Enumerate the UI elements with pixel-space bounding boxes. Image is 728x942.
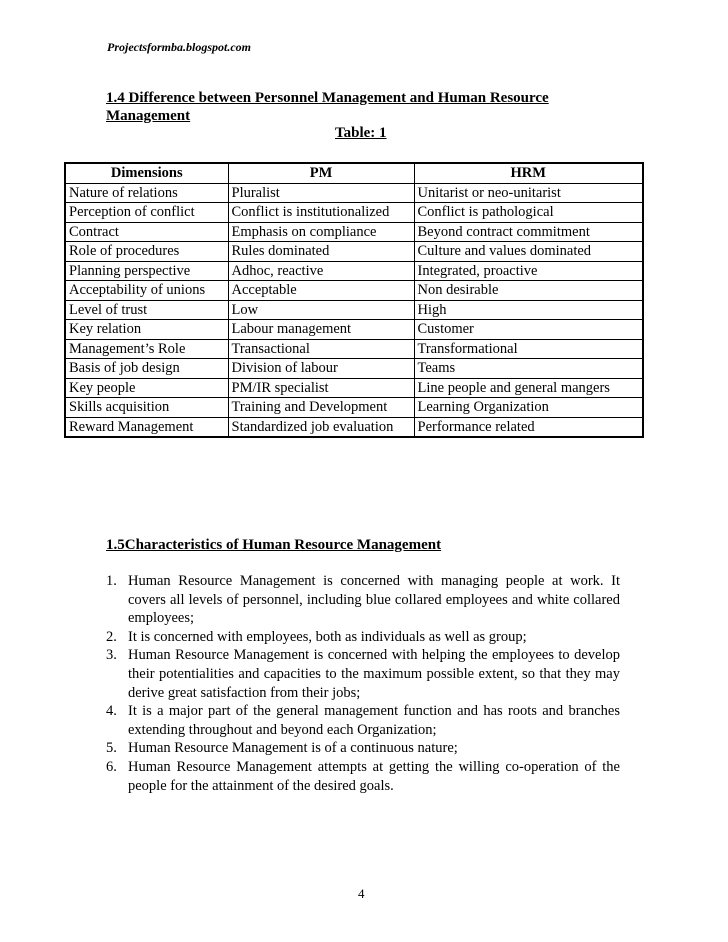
- cell-hrm: Learning Organization: [414, 398, 643, 418]
- list-item: [106, 702, 620, 739]
- table-row: [65, 378, 643, 398]
- table-row: [65, 359, 643, 379]
- cell-dimension: Planning perspective: [65, 261, 228, 281]
- cell-dimension: Reward Management: [65, 417, 228, 437]
- section-title: 1.4 Difference between Personnel Management and Human Resource Management: [106, 90, 549, 124]
- table-row: [65, 339, 643, 359]
- cell-pm: Emphasis on compliance: [228, 222, 414, 242]
- cell-pm: Standardized job evaluation: [228, 417, 414, 437]
- list-item-number: 5.: [106, 740, 117, 757]
- cell-hrm: Unitarist or neo-unitarist: [414, 183, 643, 203]
- list-item-text: Human Resource Management is concerned with helping the employees to develop their potentialities and capacities to the maximum possible extent, so that they may derive great satisfaction from their jobs;: [128, 647, 620, 701]
- cell-dimension: Management’s Role: [65, 339, 228, 359]
- table-row: [65, 222, 643, 242]
- cell-pm: Conflict is institutionalized: [228, 203, 414, 223]
- cell-pm: Pluralist: [228, 183, 414, 203]
- list-item-number: 4.: [106, 703, 117, 720]
- page-number: 4: [358, 886, 365, 901]
- cell-hrm: Customer: [414, 320, 643, 340]
- list-item: [106, 646, 620, 702]
- cell-dimension: Perception of conflict: [65, 203, 228, 223]
- cell-dimension: Key relation: [65, 320, 228, 340]
- list-item-text: Human Resource Management is of a continuous nature;: [128, 740, 458, 757]
- header-dimensions: Dimensions: [65, 163, 228, 183]
- table-row: [65, 417, 643, 437]
- cell-pm: Acceptable: [228, 281, 414, 301]
- list-item-text: It is a major part of the general management function and has roots and branches extending throughout and beyond each Organization;: [128, 703, 620, 738]
- characteristics-list: [106, 572, 620, 795]
- cell-dimension: Key people: [65, 378, 228, 398]
- characteristics-title: 1.5Characteristics of Human Resource Management: [106, 537, 442, 553]
- list-item-number: 3.: [106, 647, 117, 664]
- cell-dimension: Level of trust: [65, 300, 228, 320]
- table-row: [65, 398, 643, 418]
- table-header-row: [65, 163, 643, 183]
- table-row: [65, 242, 643, 262]
- cell-dimension: Acceptability of unions: [65, 281, 228, 301]
- cell-hrm: Performance related: [414, 417, 643, 437]
- cell-pm: Adhoc, reactive: [228, 261, 414, 281]
- table-caption: Table: 1: [335, 125, 387, 141]
- list-item: [106, 758, 620, 795]
- cell-pm: Rules dominated: [228, 242, 414, 262]
- table-row: [65, 183, 643, 203]
- table-row: [65, 281, 643, 301]
- header-site-name: Projectsformba.blogspot.com: [107, 40, 251, 54]
- cell-pm: Division of labour: [228, 359, 414, 379]
- cell-hrm: Non desirable: [414, 281, 643, 301]
- list-item-text: Human Resource Management attempts at getting the willing co-operation of the people for the attainment of the desired goals.: [128, 758, 620, 794]
- list-item-number: 1.: [106, 573, 117, 589]
- cell-hrm: Integrated, proactive: [414, 261, 643, 281]
- cell-dimension: Skills acquisition: [65, 398, 228, 418]
- cell-hrm: Culture and values dominated: [414, 242, 643, 262]
- table-row: [65, 300, 643, 320]
- list-item: [106, 739, 620, 758]
- cell-dimension: Role of procedures: [65, 242, 228, 262]
- list-item-number: 2.: [106, 628, 117, 645]
- cell-hrm: Beyond contract commitment: [414, 222, 643, 242]
- cell-hrm: High: [414, 300, 643, 320]
- cell-dimension: Nature of relations: [65, 183, 228, 203]
- cell-hrm: Transformational: [414, 339, 643, 359]
- list-item-text: Human Resource Management is concerned with managing people at work. It covers all levels of personnel, including blue collared employees and white collared employees;: [128, 573, 620, 627]
- list-item-text: It is concerned with employees, both as individuals as well as group;: [128, 628, 527, 645]
- cell-pm: Training and Development: [228, 398, 414, 418]
- table-row: [65, 320, 643, 340]
- list-item-number: 6.: [106, 758, 117, 775]
- cell-pm: PM/IR specialist: [228, 378, 414, 398]
- cell-dimension: Basis of job design: [65, 359, 228, 379]
- cell-dimension: Contract: [65, 222, 228, 242]
- table-row: [65, 261, 643, 281]
- cell-hrm: Line people and general mangers: [414, 378, 643, 398]
- list-item: [106, 628, 620, 647]
- list-item: [106, 572, 620, 628]
- header-pm: PM: [228, 163, 414, 183]
- cell-hrm: Teams: [414, 359, 643, 379]
- cell-pm: Transactional: [228, 339, 414, 359]
- cell-pm: Low: [228, 300, 414, 320]
- cell-hrm: Conflict is pathological: [414, 203, 643, 223]
- table-row: [65, 203, 643, 223]
- header-hrm: HRM: [414, 163, 643, 183]
- comparison-table: [64, 162, 644, 438]
- cell-pm: Labour management: [228, 320, 414, 340]
